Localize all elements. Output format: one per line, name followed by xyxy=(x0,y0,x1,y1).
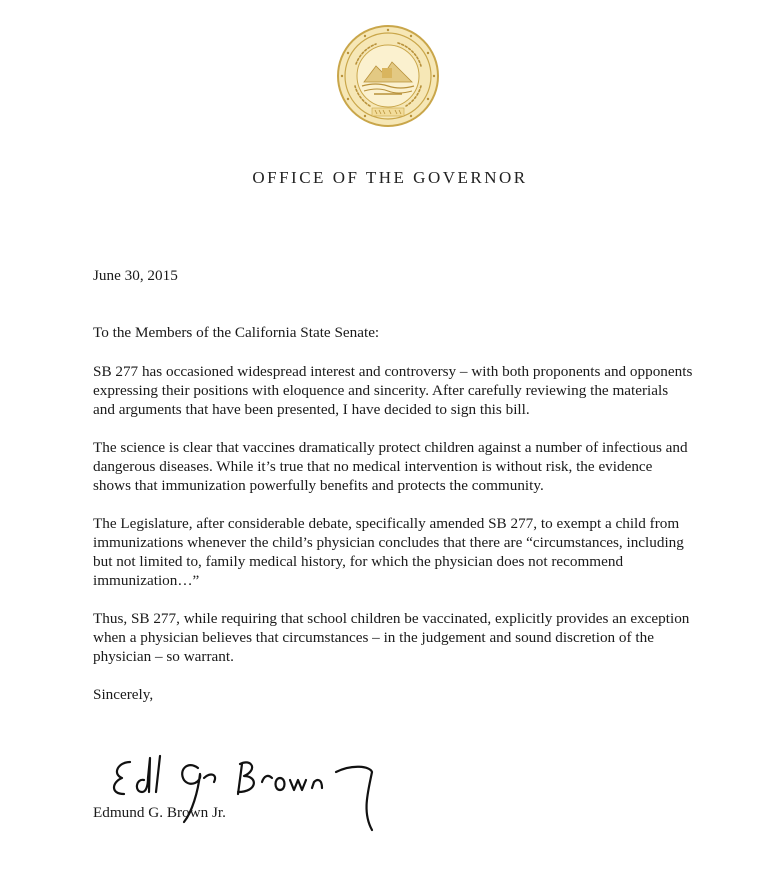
letter-paragraph-1: SB 277 has occasioned widespread interest and controversy – with both proponents and opponents expressing their positions with eloquence and sincerity. After carefully reviewing the materials and arguments that have been presented, I have decided to sign this bill. xyxy=(93,363,693,418)
letter-paragraph-4: Thus, SB 277, while requiring that school children be vaccinated, explicitly provides an exception when a physician believes that circumstances – in the judgement and sound discretion of the physician – so warrant. xyxy=(93,610,690,665)
letter-closing: Sincerely, xyxy=(93,686,154,703)
letter-paragraph-3: The Legislature, after considerable debate, specifically amended SB 277, to exempt a child from immunizations whenever the child’s physician concludes that there are “circumstances, including but not limited to, family medical history, for which the physician does not recommend immunization…” xyxy=(93,515,684,589)
letter-body xyxy=(93,266,693,704)
office-title: OFFICE OF THE GOVERNOR xyxy=(252,168,528,187)
signer-name: Edmund G. Brown Jr. xyxy=(93,804,226,821)
governor-seal-icon xyxy=(336,24,440,128)
letter-date: June 30, 2015 xyxy=(93,267,178,284)
letter-salutation: To the Members of the California State Senate: xyxy=(93,324,380,341)
letter-paragraph-2: The science is clear that vaccines dramatically protect children against a number of infectious and dangerous diseases. While it’s true that no medical intervention is without risk, the evidence shows that immunization powerfully benefits and protects the community. xyxy=(93,439,688,494)
